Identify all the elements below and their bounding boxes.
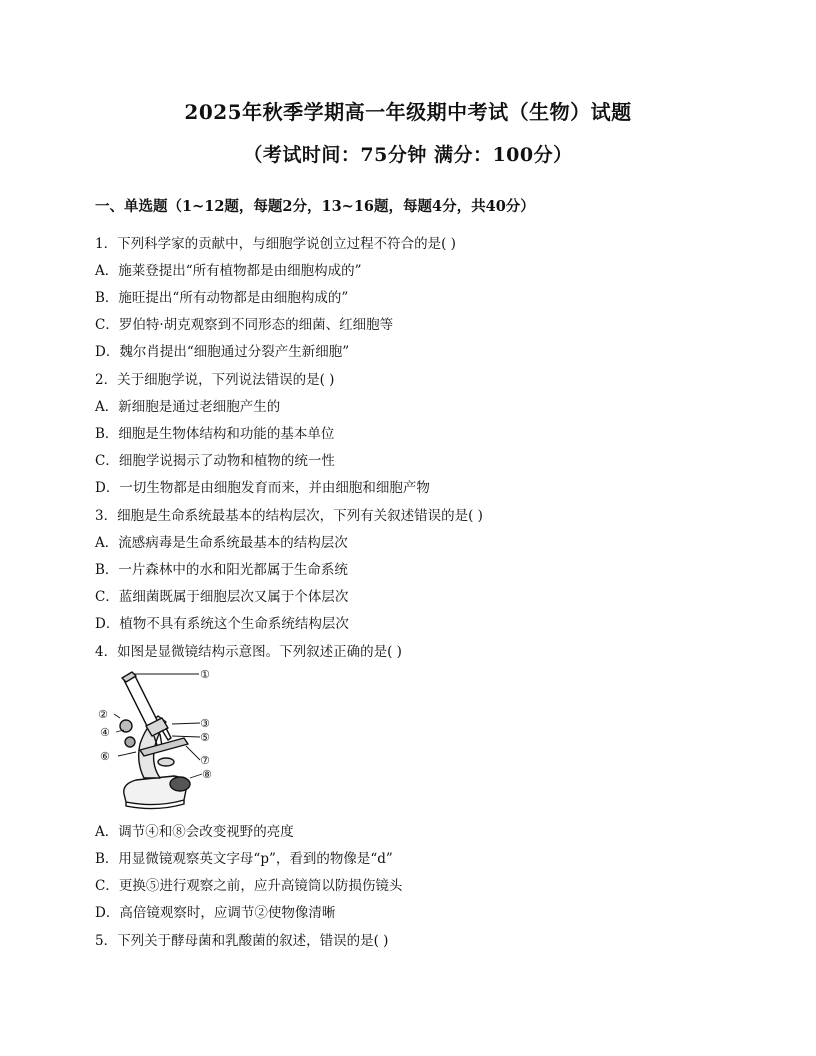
microscope-diagram [96,666,222,812]
question-1-option-c: C．罗伯特·胡克观察到不同形态的细菌、红细胞等 [95,317,394,333]
question-3-option-d: D．植物不具有系统这个生命系统结构层次 [95,616,349,632]
label-2: ② [98,708,108,721]
label-8: ⑧ [202,768,212,781]
question-1-option-d: D．魏尔肖提出“细胞通过分裂产生新细胞” [95,344,350,360]
question-4-stem: 4．如图是显微镜结构示意图。下列叙述正确的是( ) [95,644,402,660]
question-4-option-d: D．高倍镜观察时，应调节②使物像清晰 [95,905,336,921]
microscope-drawing [96,666,222,812]
label-4: ④ [100,726,110,739]
question-2-option-d: D．一切生物都是由细胞发育而来，并由细胞和细胞产物 [95,480,430,496]
exam-subtitle: （考试时间：75分钟 满分：100分） [243,144,573,166]
question-2-stem: 2．关于细胞学说，下列说法错误的是( ) [95,372,335,388]
question-2-option-a: A．新细胞是通过老细胞产生的 [95,399,281,415]
label-3: ③ [200,717,210,730]
question-1-stem: 1．下列科学家的贡献中，与细胞学说创立过程不符合的是( ) [95,236,456,252]
exam-title: 2025年秋季学期高一年级期中考试（生物）试题 [184,100,632,124]
label-7: ⑦ [200,754,210,767]
question-1-option-a: A．施莱登提出“所有植物都是由细胞构成的” [95,263,362,279]
question-3-option-a: A．流感病毒是生命系统最基本的结构层次 [95,535,348,551]
question-4-option-c: C．更换⑤进行观察之前，应升高镜筒以防损伤镜头 [95,878,403,894]
question-2-option-c: C．细胞学说揭示了动物和植物的统一性 [95,453,335,469]
question-5-stem: 5．下列关于酵母菌和乳酸菌的叙述，错误的是( ) [95,933,389,949]
question-3-option-c: C．蓝细菌既属于细胞层次又属于个体层次 [95,589,349,605]
section-heading: 一、单选题（1~12题，每题2分，13~16题，每题4分，共40分） [95,198,535,215]
question-1-option-b: B．施旺提出“所有动物都是由细胞构成的” [95,290,349,306]
question-3-option-b: B．一片森林中的水和阳光都属于生命系统 [95,562,348,578]
question-2-option-b: B．细胞是生物体结构和功能的基本单位 [95,426,335,442]
question-4-option-a: A．调节④和⑧会改变视野的亮度 [95,824,294,840]
question-4-option-b: B．用显微镜观察英文字母“p”，看到的物像是“d” [95,851,393,867]
label-5: ⑤ [200,731,210,744]
label-1: ① [200,668,210,681]
label-6: ⑥ [100,750,110,763]
question-3-stem: 3．细胞是生命系统最基本的结构层次，下列有关叙述错误的是( ) [95,508,483,524]
